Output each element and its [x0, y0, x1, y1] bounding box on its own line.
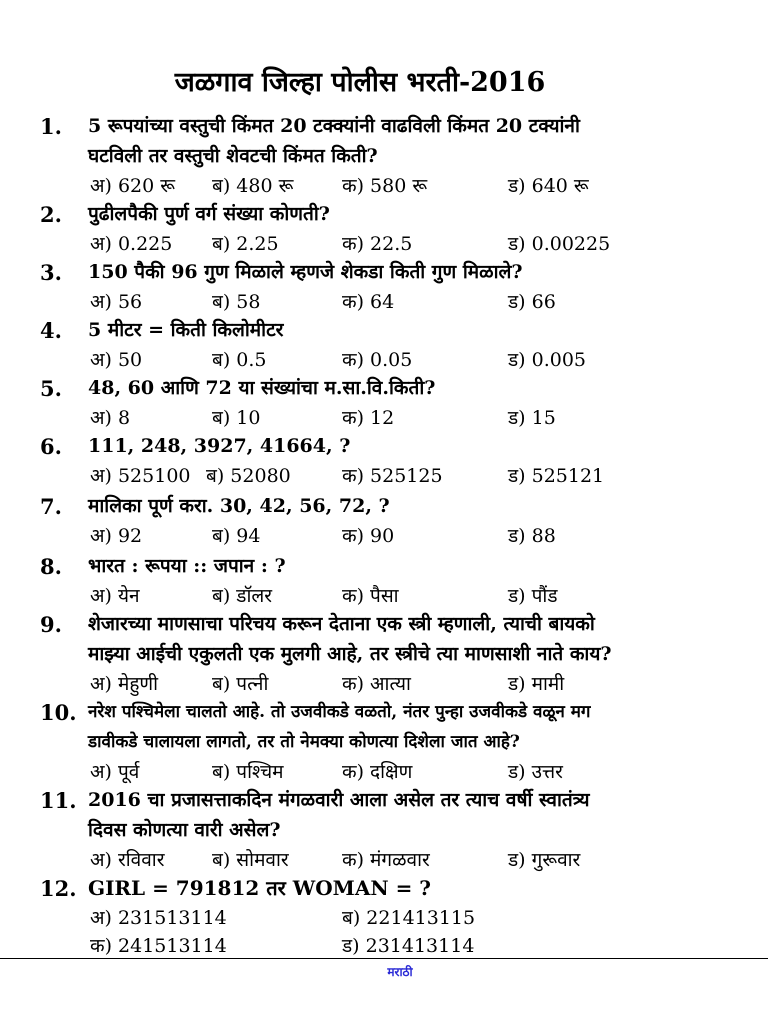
question-number: 1.	[40, 114, 62, 139]
question-text-line: मालिका पूर्ण करा. 30, 42, 56, 72, ?	[88, 495, 390, 517]
option-b: ब) 94	[212, 525, 261, 547]
option-a: अ) 8	[90, 407, 131, 429]
question-text-line: नरेश पश्चिमेला चालतो आहे. तो उजवीकडे वळतो, नंतर पुन्हा उजवीकडे वळून मग	[88, 702, 591, 722]
option-d: ड) 0.00225	[508, 233, 611, 255]
option-c: क) 580 रू	[342, 175, 428, 197]
question-number: 3.	[40, 260, 62, 285]
question-number: 6.	[40, 434, 62, 459]
question-text-line: 5 मीटर = किती किलोमीटर	[88, 319, 284, 341]
option-d: ड) 88	[508, 525, 556, 547]
question-number: 12.	[40, 876, 77, 901]
option-b: ब) 480 रू	[212, 175, 294, 197]
question-text-line: दिवस कोणत्या वारी असेल?	[88, 819, 281, 841]
option-b: ब) डॉलर	[212, 585, 273, 607]
option-a: अ) 56	[90, 291, 143, 313]
page-title: जळगाव जिल्हा पोलीस भरती-2016	[174, 67, 546, 98]
question-number: 5.	[40, 376, 62, 401]
option-c: क) आत्या	[342, 673, 411, 695]
option-d: ड) उत्तर	[508, 761, 563, 783]
option-b: ब) पत्नी	[212, 673, 269, 695]
option-d: ड) 231413114	[342, 935, 475, 957]
question-number: 4.	[40, 318, 62, 343]
option-a: अ) पूर्व	[90, 761, 140, 783]
option-c: क) दक्षिण	[342, 761, 413, 783]
option-c: क) 0.05	[342, 349, 413, 371]
option-a: अ) 525100	[90, 465, 191, 487]
option-d: ड) 640 रू	[508, 175, 589, 197]
question-text-line: GIRL = 791812 तर WOMAN = ?	[88, 876, 432, 900]
footer-divider	[0, 958, 768, 959]
question-text-line: डावीकडे चालायला लागतो, तर तो नेमक्या कोणत्या दिशेला जात आहे?	[88, 732, 520, 752]
option-c: क) 22.5	[342, 233, 413, 255]
option-d: ड) मामी	[508, 673, 565, 695]
option-a: अ) 0.225	[90, 233, 173, 255]
option-d: ड) पौंड	[508, 585, 558, 607]
option-b: ब) 10	[212, 407, 261, 429]
question-text-line: भारत : रूपया :: जपान : ?	[88, 555, 286, 577]
question-text-line: 5 रूपयांच्या वस्तुची किंमत 20 टक्क्यांनी वाढविली किंमत 20 टक्यांनी	[88, 115, 580, 137]
option-a: अ) रविवार	[90, 849, 165, 871]
option-a: अ) 50	[90, 349, 143, 371]
option-b: ब) 221413115	[342, 907, 476, 929]
option-b: ब) पश्चिम	[212, 761, 284, 783]
option-a: अ) मेहुणी	[90, 673, 159, 695]
question-text-line: घटविली तर वस्तुची शेवटची किंमत किती?	[88, 145, 378, 167]
option-c: क) 64	[342, 291, 395, 313]
option-b: ब) 52080	[206, 465, 291, 487]
option-d: ड) 525121	[508, 465, 605, 487]
option-c: क) मंगळवार	[342, 849, 430, 871]
footer-language-label: मराठी	[387, 965, 413, 979]
option-c: क) 525125	[342, 465, 443, 487]
question-text-line: पुढीलपैकी पुर्ण वर्ग संख्या कोणती?	[88, 203, 330, 225]
question-number: 10.	[40, 700, 77, 725]
option-c: क) 241513114	[90, 935, 227, 957]
question-number: 2.	[40, 202, 62, 227]
question-text-line: 48, 60 आणि 72 या संख्यांचा म.सा.वि.किती?	[88, 377, 436, 399]
option-c: क) 12	[342, 407, 395, 429]
question-text-line: शेजारच्या माणसाचा परिचय करून देताना एक स्त्री म्हणाली, त्याची बायको	[88, 613, 595, 635]
option-b: ब) 0.5	[212, 349, 267, 371]
question-text-line: 2016 चा प्रजासत्ताकदिन मंगळवारी आला असेल तर त्याच वर्षी स्वातंत्र्य	[88, 789, 590, 811]
question-number: 11.	[40, 788, 77, 813]
option-c: क) पैसा	[342, 585, 399, 607]
question-number: 9.	[40, 612, 62, 637]
option-d: ड) 0.005	[508, 349, 587, 371]
question-text-line: माझ्या आईची एकुलती एक मुलगी आहे, तर स्त्रीचे त्या माणसाशी नाते काय?	[88, 643, 612, 665]
question-text-line: 111, 248, 3927, 41664, ?	[88, 435, 351, 457]
option-b: ब) 58	[212, 291, 261, 313]
option-a: अ) 620 रू	[90, 175, 176, 197]
option-b: ब) सोमवार	[212, 849, 289, 871]
option-d: ड) गुरूवार	[508, 849, 581, 871]
option-a: अ) 231513114	[90, 907, 227, 929]
option-c: क) 90	[342, 525, 395, 547]
option-b: ब) 2.25	[212, 233, 279, 255]
option-d: ड) 66	[508, 291, 556, 313]
question-number: 7.	[40, 494, 62, 519]
question-text-line: 150 पैकी 96 गुण मिळाले म्हणजे शेकडा किती गुण मिळाले?	[88, 261, 523, 283]
option-d: ड) 15	[508, 407, 556, 429]
question-number: 8.	[40, 554, 62, 579]
option-a: अ) येन	[90, 585, 140, 607]
option-a: अ) 92	[90, 525, 143, 547]
